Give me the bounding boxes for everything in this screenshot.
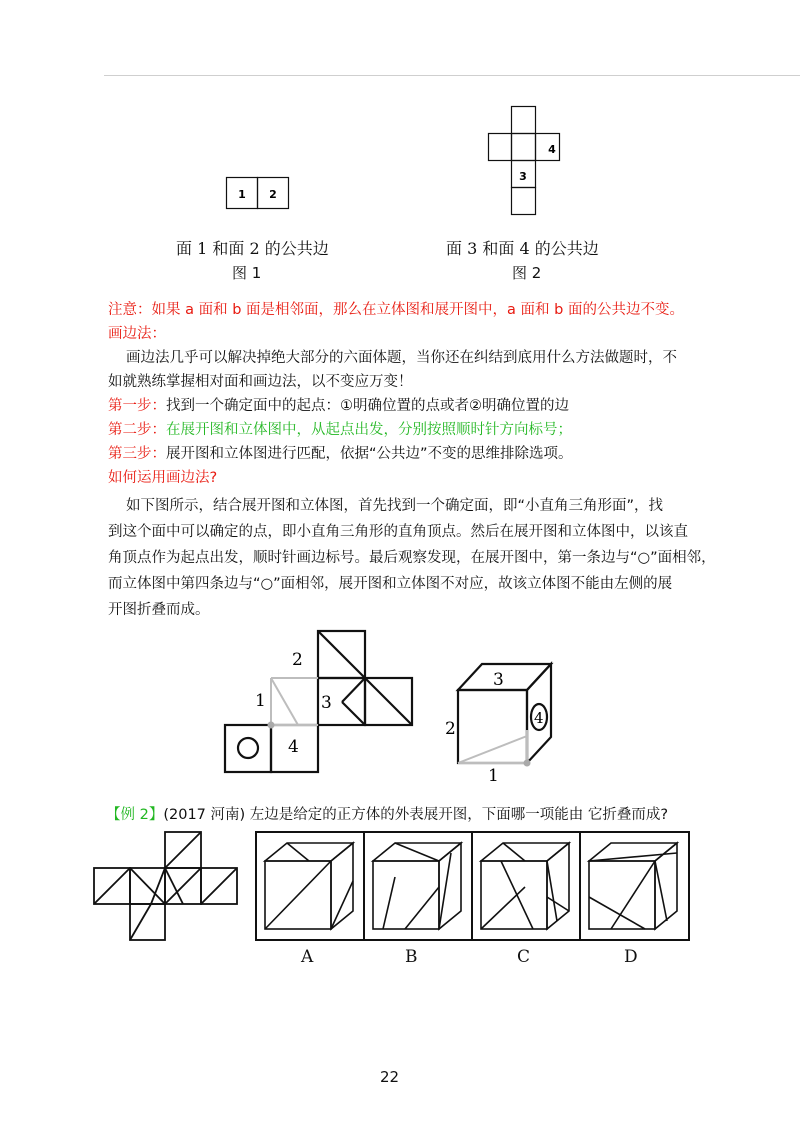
figure2-net bbox=[488, 106, 578, 218]
step2-line bbox=[108, 418, 572, 442]
method-title: 画边法： bbox=[108, 326, 166, 342]
demo-net-label-3: 3 bbox=[321, 693, 332, 713]
option-d-label[interactable]: D bbox=[624, 947, 638, 967]
header-rule bbox=[104, 75, 800, 76]
option-a-cube bbox=[265, 843, 353, 929]
option-c-label[interactable]: C bbox=[517, 947, 531, 967]
demo-net-diagram bbox=[222, 630, 414, 774]
explain-line-1: 如下图所示，结合展开图和立体图，首先找到一个确定面，即“小直角三角形面”，找 bbox=[126, 498, 664, 514]
demo-net-label-1: 1 bbox=[255, 691, 266, 711]
step3-line bbox=[108, 442, 573, 466]
example2-tag: 【例 2】 bbox=[106, 807, 164, 823]
example2-line bbox=[106, 803, 668, 827]
option-d-cube bbox=[589, 843, 677, 929]
step1-line bbox=[108, 394, 569, 418]
demo-cube-diagram bbox=[440, 660, 560, 785]
howto-title: 如何运用画边法? bbox=[108, 470, 218, 486]
method-intro-line-1: 画边法几乎可以解决掉绝大部分的六面体题，当你还在纠结到底用什么方法做题时，不 bbox=[126, 350, 677, 366]
figure1-cell-2: 2 bbox=[269, 188, 277, 201]
figure1-label: 图 1 bbox=[232, 264, 262, 282]
option-b-cube bbox=[373, 843, 461, 929]
explain-line-2: 到这个面中可以确定的点，即小直角三角形的直角顶点。然后在展开图和立体图中，以该直 bbox=[108, 524, 688, 540]
step3-text: 展开图和立体图进行匹配，依据“公共边”不变的思维排除选项。 bbox=[166, 446, 573, 462]
demo-net-label-2: 2 bbox=[292, 650, 303, 670]
figure1-net bbox=[226, 177, 290, 210]
demo-cube-label-3: 3 bbox=[493, 670, 504, 690]
figure2-caption: 面 3 和面 4 的公共边 bbox=[446, 239, 599, 258]
demo-cube-label-4: 4 bbox=[534, 709, 544, 727]
option-a-label[interactable]: A bbox=[301, 947, 314, 967]
explain-line-4: 而立体图中第四条边与“○”面相邻，展开图和立体图不对应，故该立体图不能由左侧的展 bbox=[108, 576, 673, 592]
note-line: 注意：如果 a 面和 b 面是相邻面，那么在立体图和展开图中，a 面和 b 面的公共边不变。 bbox=[108, 302, 684, 318]
example2-text: (2017 河南) 左边是给定的正方体的外表展开图，下面哪一项能由 它折叠而成? bbox=[163, 807, 669, 823]
figure1-cell-1: 1 bbox=[238, 188, 246, 201]
explain-line-3: 角顶点作为起点出发，顺时针画边标号。最后观察发现，在展开图中，第一条边与“○”面相邻， bbox=[108, 550, 716, 566]
option-b-label[interactable]: B bbox=[405, 947, 418, 967]
step2-label: 第二步： bbox=[108, 422, 166, 438]
method-intro-line-2: 如就熟练掌握相对面和画边法，以不变应万变！ bbox=[108, 374, 413, 390]
figure2-cell-4: 4 bbox=[548, 143, 556, 156]
figure2-cell-3: 3 bbox=[519, 170, 527, 183]
example-net bbox=[93, 830, 243, 944]
step3-label: 第三步： bbox=[108, 446, 166, 462]
page-number: 22 bbox=[380, 1068, 400, 1086]
explain-line-5: 开图折叠而成。 bbox=[108, 602, 210, 618]
demo-cube-label-1: 1 bbox=[488, 766, 499, 786]
demo-net-label-4: 4 bbox=[288, 737, 299, 757]
figure1-caption: 面 1 和面 2 的公共边 bbox=[176, 239, 329, 258]
step2-text: 在展开图和立体图中，从起点出发，分别按照顺时针方向标号； bbox=[166, 422, 572, 438]
step1-text: 找到一个确定面中的起点：①明确位置的点或者②明确位置的边 bbox=[166, 398, 569, 414]
figure2-label: 图 2 bbox=[512, 264, 542, 282]
option-c-cube bbox=[481, 843, 569, 929]
options-box bbox=[255, 831, 691, 943]
step1-label: 第一步： bbox=[108, 398, 166, 414]
demo-cube-label-2: 2 bbox=[445, 719, 456, 739]
